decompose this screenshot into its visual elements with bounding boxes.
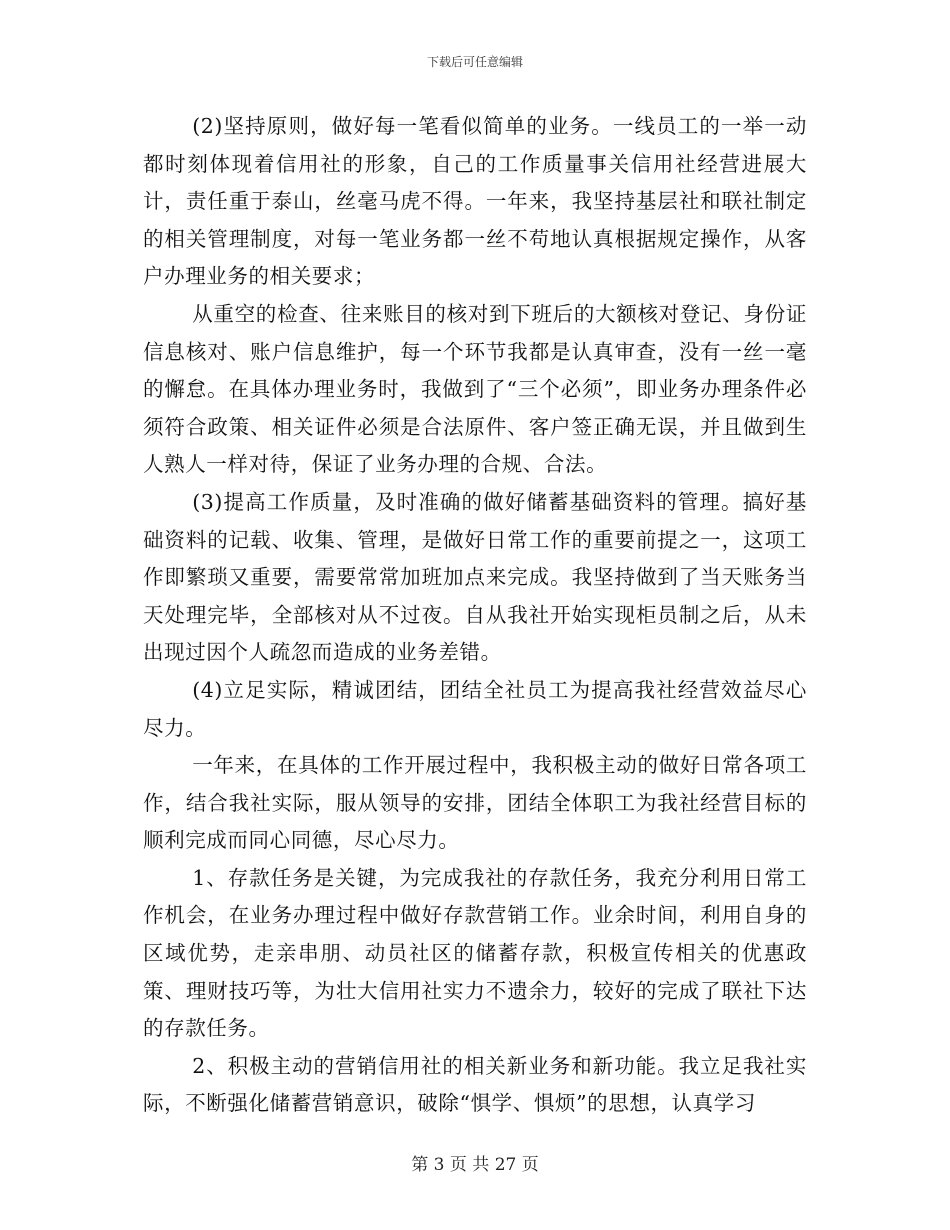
paragraph: 2、积极主动的营销信用社的相关新业务和新功能。我立足我社实际，不断强化储蓄营销意识，破除“惧学、惧烦”的思想，认真学习	[143, 1053, 807, 1116]
page-number: 第 3 页 共 27 页	[411, 1155, 539, 1175]
page-header-note: 下载后可任意编辑	[426, 55, 523, 69]
document-body	[143, 108, 807, 1123]
paragraph: 1、存款任务是关键，为完成我社的存款任务，我充分利用日常工作机会，在业务办理过程中做好存款营销工作。业余时间，利用自身的区域优势，走亲串朋、动员社区的储蓄存款，积极宣传相关的优惠政策、理财技巧等，为壮大信用社实力不遗余力，较好的完成了联社下达的存款任务。	[143, 865, 807, 1041]
paragraph: (4)立足实际，精诚团结，团结全社员工为提高我社经营效益尽心尽力。	[143, 677, 807, 740]
paragraph: 一年来，在具体的工作开展过程中，我积极主动的做好日常各项工作，结合我社实际，服从领导的安排，团结全体职工为我社经营目标的顺利完成而同心同德，尽心尽力。	[143, 753, 807, 853]
paragraph: (3)提高工作质量，及时准确的做好储蓄基础资料的管理。搞好基础资料的记载、收集、管理，是做好日常工作的重要前提之一，这项工作即繁琐又重要，需要常常加班加点来完成。我坚持做到了当天账务当天处理完毕，全部核对从不过夜。自从我社开始实现柜员制之后，从未出现过因个人疏忽而造成的业务差错。	[143, 489, 807, 665]
paragraph: (2)坚持原则，做好每一笔看似简单的业务。一线员工的一举一动都时刻体现着信用社的形象，自己的工作质量事关信用社经营进展大计，责任重于泰山，丝毫马虎不得。一年来，我坚持基层社和联社制定的相关管理制度，对每一笔业务都一丝不苟地认真根据规定操作，从客户办理业务的相关要求；	[143, 114, 807, 289]
paragraph: 从重空的检查、往来账目的核对到下班后的大额核对登记、身份证信息核对、账户信息维护，每一个环节我都是认真审查，没有一丝一毫的懈怠。在具体办理业务时，我做到了“三个必须”，即业务办理条件必须符合政策、相关证件必须是合法原件、客户签正确无误，并且做到生人熟人一样对待，保证了业务办理的合规、合法。	[143, 301, 807, 477]
